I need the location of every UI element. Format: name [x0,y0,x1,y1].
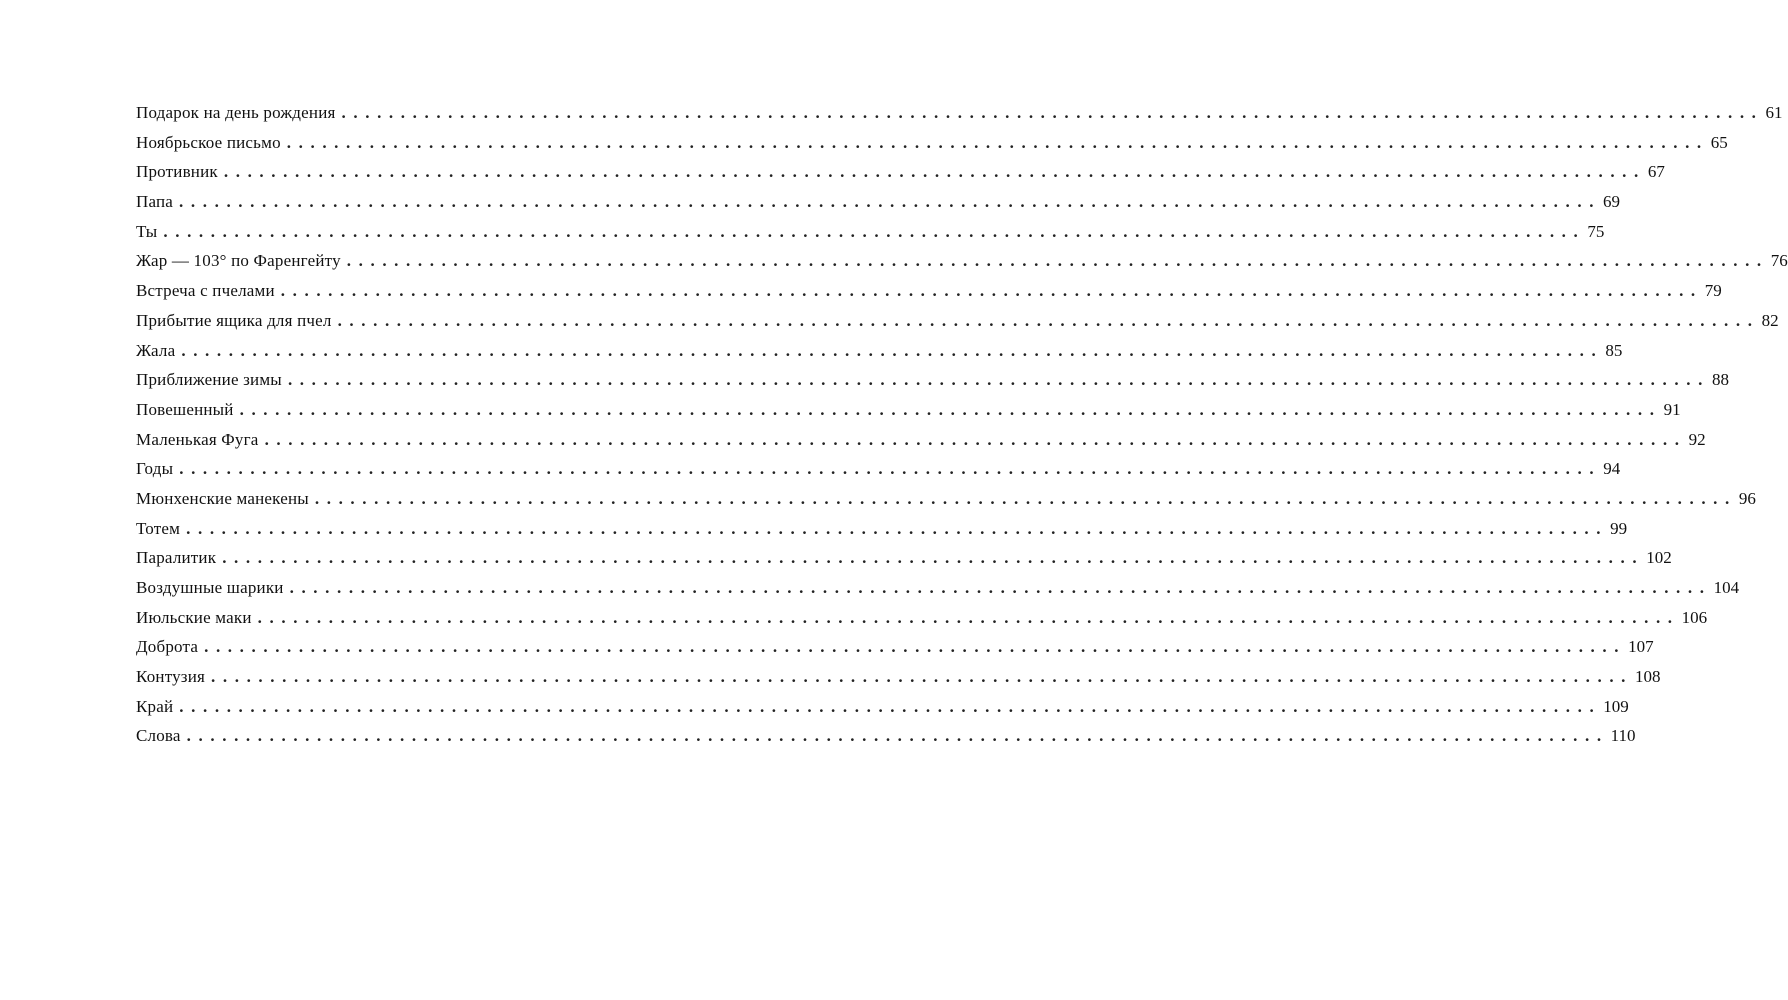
toc-entry-page: 99 [1610,518,1628,538]
toc-entry [136,514,1628,544]
toc-entry-title: Ты [136,221,158,241]
toc-entry-title: Повешенный [136,399,234,419]
toc-entry [136,395,1681,425]
toc-entry-title: Маленькая Фуга [136,429,259,449]
dot-leader: ........................................................................................................................ [286,132,1709,152]
toc-entry-title: Край [136,696,174,716]
toc-entry-page: 94 [1603,459,1621,479]
dot-leader: ........................................................................................................................ [239,399,1662,419]
toc-entry [136,543,1672,573]
toc-entry-title: Противник [136,162,218,182]
dot-leader: ........................................................................................................................ [181,340,1604,360]
toc-entry-page: 104 [1713,578,1740,597]
toc-entry-page: 96 [1738,488,1756,508]
dot-leader: ........................................................................................................................ [337,310,1760,330]
toc-entry-page: 110 [1610,726,1636,746]
toc-entry-title: Жала [136,340,176,360]
toc-entry [136,721,1636,751]
toc-entry [136,306,1779,336]
toc-entry-page: 108 [1635,667,1661,687]
toc-entry [136,425,1706,455]
toc-entry-page: 69 [1603,192,1621,212]
toc-entry [136,692,1629,722]
toc-entry-title: Папа [136,192,174,212]
toc-entry-title: Прибытие ящика для пчел [136,310,332,330]
dot-leader: ........................................................................................................................ [257,607,1680,627]
toc-entry [136,187,1621,217]
dot-leader: ........................................................................................................................ [179,192,1602,212]
toc-entry [136,484,1756,514]
dot-leader: ........................................................................................................................ [341,103,1764,122]
toc-entry-title: Паралитик [136,548,217,568]
toc-entry [136,128,1728,158]
dot-leader: ........................................................................................................................ [314,488,1737,508]
dot-leader: ........................................................................................................................ [163,221,1586,241]
toc-entry-page: 107 [1628,637,1654,657]
dot-leader: ........................................................................................................................ [264,429,1687,449]
dot-leader: ........................................................................................................................ [211,667,1634,687]
toc-entry-page: 102 [1646,548,1672,568]
toc-entry-page: 61 [1765,103,1783,122]
toc-entry-page: 106 [1681,607,1708,627]
toc-entry [136,573,1740,603]
toc-entry-page: 67 [1647,162,1665,182]
toc-entry [136,246,1788,276]
toc-entry-title: Встреча с пчелами [136,281,275,301]
dot-leader: ........................................................................................................................ [179,696,1602,716]
toc-entry-page: 85 [1605,340,1623,360]
toc-entry [136,336,1623,366]
dot-leader: ........................................................................................................................ [289,578,1712,597]
toc-entry [136,632,1654,662]
toc-entry-title: Жар — 103° по Фаренгейту [136,251,341,271]
dot-leader: ........................................................................................................................ [346,251,1769,271]
toc-entry-page: 91 [1663,399,1681,419]
dot-leader: ........................................................................................................................ [223,162,1646,182]
toc-entry-title: Годы [136,459,174,479]
toc-entry-title: Июльские маки [136,607,252,627]
toc-entry-page: 109 [1603,696,1629,716]
toc-entry-title: Мюнхенские манекены [136,488,309,508]
toc-entry [136,603,1708,633]
dot-leader: ........................................................................................................................ [287,370,1710,390]
toc-entry-page: 75 [1587,221,1605,241]
toc-entry [136,157,1665,187]
toc-entry [136,454,1621,484]
toc-entry-title: Контузия [136,667,206,687]
toc-entry-title: Слова [136,726,181,746]
toc-entry-page: 92 [1688,429,1706,449]
toc-entry-page: 82 [1761,310,1779,330]
toc-entry [136,662,1661,692]
toc-entry-page: 65 [1710,132,1728,152]
toc-entry-title: Воздушные шарики [136,578,284,597]
toc-entry [136,276,1722,306]
toc-entry-page: 76 [1770,251,1788,271]
toc-entry-page: 88 [1711,370,1729,390]
dot-leader: ........................................................................................................................ [186,518,1609,538]
dot-leader: ........................................................................................................................ [179,459,1602,479]
toc-entry-title: Приближение зимы [136,370,282,390]
toc-entry-title: Доброта [136,637,199,657]
dot-leader: ........................................................................................................................ [204,637,1627,657]
toc-entry-title: Тотем [136,518,181,538]
dot-leader: ........................................................................................................................ [186,726,1609,746]
toc-entry-title: Подарок на день рождения [136,103,336,122]
toc-entry-page: 79 [1704,281,1722,301]
table-of-contents [136,98,1788,751]
dot-leader: ........................................................................................................................ [280,281,1703,301]
toc-entry [136,98,1783,128]
toc-entry-title: Ноябрьское письмо [136,132,281,152]
dot-leader: ........................................................................................................................ [222,548,1645,568]
toc-entry [136,217,1605,247]
toc-entry [136,365,1729,395]
